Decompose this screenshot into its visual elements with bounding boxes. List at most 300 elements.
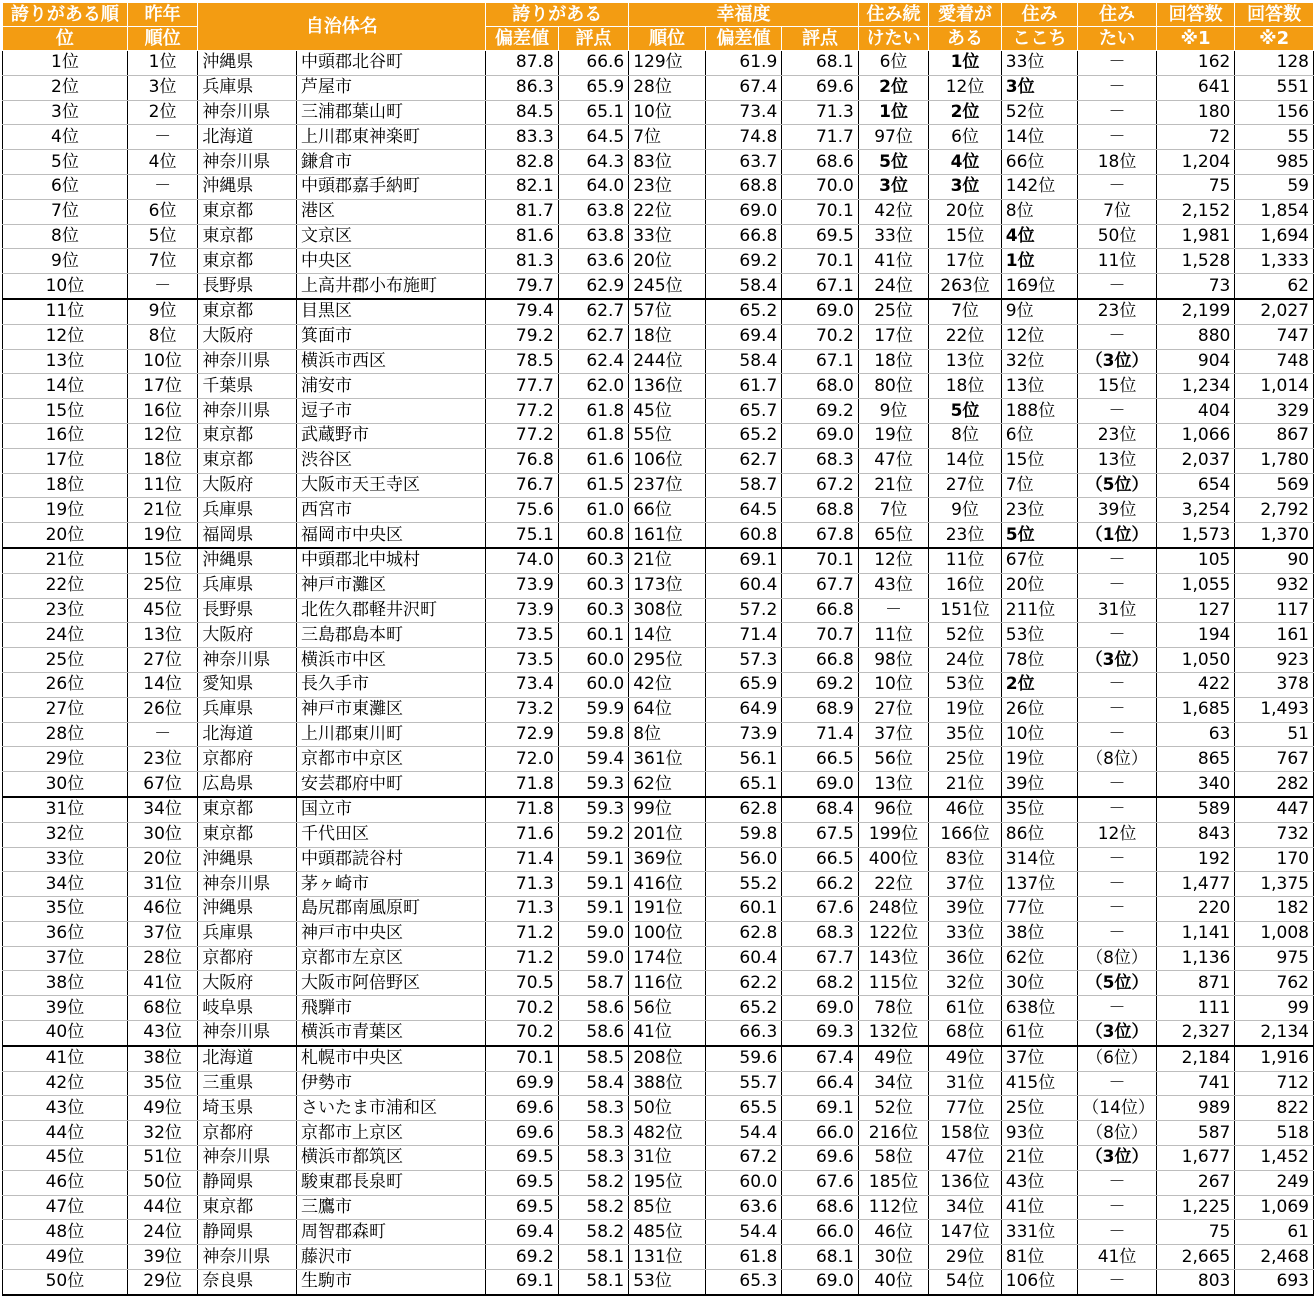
comfort-cell: 314位 <box>1001 847 1078 872</box>
table-header <box>3 3 1314 51</box>
comfort-cell: 35位 <box>1001 797 1078 822</box>
responses2-cell: 329 <box>1235 399 1314 424</box>
responses1-cell: 803 <box>1156 1270 1235 1295</box>
happiness-rank-cell: 14位 <box>629 623 706 648</box>
pride-deviation-cell: 69.6 <box>486 1096 558 1121</box>
municipality-cell: 目黒区 <box>296 299 485 324</box>
attachment-cell: 25位 <box>929 747 1001 772</box>
happiness-score-cell: 68.1 <box>782 1245 859 1270</box>
pride-deviation-cell: 77.7 <box>486 374 558 399</box>
last-year-rank-cell: 3位 <box>127 75 197 100</box>
municipality-cell: さいたま市浦和区 <box>296 1096 485 1121</box>
happiness-deviation-cell: 65.1 <box>705 772 782 797</box>
responses2-cell: 55 <box>1235 125 1314 150</box>
comfort-cell: 30位 <box>1001 971 1078 996</box>
pride-score-cell: 58.3 <box>558 1096 628 1121</box>
responses1-cell: 2,327 <box>1156 1021 1235 1046</box>
happiness-score-cell: 67.6 <box>782 1170 859 1195</box>
happiness-deviation-cell: 58.7 <box>705 473 782 498</box>
prefecture-cell: 奈良県 <box>198 1270 297 1295</box>
responses1-cell: 2,037 <box>1156 448 1235 473</box>
happiness-score-cell: 67.1 <box>782 274 859 299</box>
prefecture-cell: 北海道 <box>198 722 297 747</box>
happiness-rank-cell: 295位 <box>629 648 706 673</box>
responses1-cell: 127 <box>1156 598 1235 623</box>
responses1-cell: 75 <box>1156 174 1235 199</box>
happiness-rank-cell: 100位 <box>629 921 706 946</box>
happiness-rank-cell: 99位 <box>629 797 706 822</box>
happiness-rank-cell: 33位 <box>629 224 706 249</box>
last-year-rank-cell: 1位 <box>127 51 197 76</box>
happiness-score-cell: 69.0 <box>782 299 859 324</box>
responses1-cell: 3,254 <box>1156 498 1235 523</box>
continue-living-cell: 10位 <box>858 672 928 697</box>
attachment-cell: 12位 <box>929 75 1001 100</box>
happiness-rank-cell: 485位 <box>629 1220 706 1245</box>
rank-cell: 44位 <box>3 1121 128 1146</box>
pride-score-cell: 64.3 <box>558 150 628 175</box>
rank-cell: 1位 <box>3 51 128 76</box>
header-pride: 誇りがある <box>486 3 629 27</box>
attachment-cell: 46位 <box>929 797 1001 822</box>
responses1-cell: 1,225 <box>1156 1195 1235 1220</box>
attachment-cell: 19位 <box>929 697 1001 722</box>
happiness-deviation-cell: 65.3 <box>705 1270 782 1295</box>
happiness-score-cell: 69.0 <box>782 772 859 797</box>
last-year-rank-cell: 68位 <box>127 996 197 1021</box>
happiness-rank-cell: 57位 <box>629 299 706 324</box>
last-year-rank-cell: 5位 <box>127 224 197 249</box>
pride-deviation-cell: 72.9 <box>486 722 558 747</box>
header-last-year-line2: 順位 <box>127 27 197 51</box>
pride-score-cell: 61.8 <box>558 399 628 424</box>
happiness-rank-cell: 21位 <box>629 548 706 573</box>
rank-cell: 43位 <box>3 1096 128 1121</box>
responses1-cell: 1,685 <box>1156 697 1235 722</box>
pride-deviation-cell: 84.5 <box>486 100 558 125</box>
table-row <box>3 523 1314 548</box>
happiness-deviation-cell: 54.4 <box>705 1121 782 1146</box>
prefecture-cell: 沖縄県 <box>198 174 297 199</box>
continue-living-cell: 216位 <box>858 1121 928 1146</box>
municipality-cell: 神戸市中央区 <box>296 921 485 946</box>
prefecture-cell: 東京都 <box>198 423 297 448</box>
last-year-rank-cell: 13位 <box>127 623 197 648</box>
responses1-cell: 105 <box>1156 548 1235 573</box>
rank-cell: 16位 <box>3 423 128 448</box>
comfort-cell: 93位 <box>1001 1121 1078 1146</box>
rank-cell: 40位 <box>3 1021 128 1046</box>
continue-living-cell: 11位 <box>858 623 928 648</box>
prefecture-cell: 沖縄県 <box>198 51 297 76</box>
header-responses2-line1: 回答数 <box>1235 3 1314 27</box>
last-year-rank-cell: 15位 <box>127 548 197 573</box>
responses2-cell: 1,375 <box>1235 872 1314 897</box>
pride-deviation-cell: 71.8 <box>486 797 558 822</box>
pride-score-cell: 58.2 <box>558 1170 628 1195</box>
comfort-cell: 67位 <box>1001 548 1078 573</box>
attachment-cell: 54位 <box>929 1270 1001 1295</box>
responses2-cell: 923 <box>1235 648 1314 673</box>
happiness-deviation-cell: 60.0 <box>705 1170 782 1195</box>
prefecture-cell: 京都府 <box>198 1121 297 1146</box>
last-year-rank-cell: 4位 <box>127 150 197 175</box>
want-live-cell: （8位） <box>1078 946 1157 971</box>
prefecture-cell: 東京都 <box>198 797 297 822</box>
table-row <box>3 548 1314 573</box>
responses1-cell: 75 <box>1156 1220 1235 1245</box>
responses1-cell: 192 <box>1156 847 1235 872</box>
attachment-cell: 147位 <box>929 1220 1001 1245</box>
table-row <box>3 672 1314 697</box>
continue-living-cell: 2位 <box>858 75 928 100</box>
happiness-deviation-cell: 65.7 <box>705 399 782 424</box>
table-row <box>3 498 1314 523</box>
table-row <box>3 971 1314 996</box>
table-row <box>3 274 1314 299</box>
responses1-cell: 1,528 <box>1156 249 1235 274</box>
table-row <box>3 1121 1314 1146</box>
responses2-cell: 1,008 <box>1235 921 1314 946</box>
continue-living-cell: 41位 <box>858 249 928 274</box>
last-year-rank-cell: 23位 <box>127 747 197 772</box>
pride-deviation-cell: 69.5 <box>486 1146 558 1171</box>
pride-score-cell: 60.0 <box>558 648 628 673</box>
municipality-cell: 横浜市中区 <box>296 648 485 673</box>
pride-deviation-cell: 79.7 <box>486 274 558 299</box>
rank-cell: 8位 <box>3 224 128 249</box>
table-row <box>3 1195 1314 1220</box>
comfort-cell: 415位 <box>1001 1071 1078 1096</box>
happiness-score-cell: 69.1 <box>782 1096 859 1121</box>
happiness-rank-cell: 41位 <box>629 1021 706 1046</box>
attachment-cell: 29位 <box>929 1245 1001 1270</box>
municipality-cell: 大阪市天王寺区 <box>296 473 485 498</box>
rank-cell: 29位 <box>3 747 128 772</box>
last-year-rank-cell: 9位 <box>127 299 197 324</box>
responses1-cell: 2,152 <box>1156 199 1235 224</box>
happiness-rank-cell: 174位 <box>629 946 706 971</box>
comfort-cell: 38位 <box>1001 921 1078 946</box>
attachment-cell: 49位 <box>929 1046 1001 1071</box>
happiness-score-cell: 69.5 <box>782 224 859 249</box>
attachment-cell: 24位 <box>929 648 1001 673</box>
responses1-cell: 641 <box>1156 75 1235 100</box>
pride-score-cell: 58.6 <box>558 996 628 1021</box>
pride-score-cell: 60.3 <box>558 548 628 573</box>
attachment-cell: 151位 <box>929 598 1001 623</box>
happiness-score-cell: 69.0 <box>782 423 859 448</box>
header-attachment-line1: 愛着が <box>929 3 1001 27</box>
last-year-rank-cell: 32位 <box>127 1121 197 1146</box>
table-row <box>3 897 1314 922</box>
happiness-deviation-cell: 62.2 <box>705 971 782 996</box>
rank-cell: 35位 <box>3 897 128 922</box>
happiness-rank-cell: 208位 <box>629 1046 706 1071</box>
attachment-cell: 23位 <box>929 523 1001 548</box>
attachment-cell: 9位 <box>929 498 1001 523</box>
last-year-rank-cell: 46位 <box>127 897 197 922</box>
comfort-cell: 77位 <box>1001 897 1078 922</box>
pride-deviation-cell: 75.1 <box>486 523 558 548</box>
pride-score-cell: 62.0 <box>558 374 628 399</box>
want-live-cell: － <box>1078 722 1157 747</box>
pride-score-cell: 59.1 <box>558 872 628 897</box>
table-row <box>3 598 1314 623</box>
happiness-score-cell: 66.8 <box>782 598 859 623</box>
happiness-score-cell: 68.0 <box>782 374 859 399</box>
responses2-cell: 51 <box>1235 722 1314 747</box>
attachment-cell: 6位 <box>929 125 1001 150</box>
want-live-cell: 31位 <box>1078 598 1157 623</box>
responses1-cell: 2,199 <box>1156 299 1235 324</box>
pride-score-cell: 58.4 <box>558 1071 628 1096</box>
municipality-cell: 上川郡東川町 <box>296 722 485 747</box>
responses1-cell: 2,184 <box>1156 1046 1235 1071</box>
happiness-score-cell: 67.2 <box>782 473 859 498</box>
comfort-cell: 33位 <box>1001 51 1078 76</box>
table-row <box>3 573 1314 598</box>
attachment-cell: 20位 <box>929 199 1001 224</box>
happiness-deviation-cell: 66.3 <box>705 1021 782 1046</box>
want-live-cell: － <box>1078 324 1157 349</box>
comfort-cell: 23位 <box>1001 498 1078 523</box>
happiness-rank-cell: 8位 <box>629 722 706 747</box>
pride-deviation-cell: 73.9 <box>486 598 558 623</box>
prefecture-cell: 北海道 <box>198 125 297 150</box>
happiness-score-cell: 69.2 <box>782 672 859 697</box>
want-live-cell: 23位 <box>1078 423 1157 448</box>
happiness-rank-cell: 482位 <box>629 1121 706 1146</box>
happiness-deviation-cell: 60.4 <box>705 573 782 598</box>
prefecture-cell: 静岡県 <box>198 1220 297 1245</box>
prefecture-cell: 兵庫県 <box>198 697 297 722</box>
responses2-cell: 1,854 <box>1235 199 1314 224</box>
pride-score-cell: 64.5 <box>558 125 628 150</box>
responses2-cell: 128 <box>1235 51 1314 76</box>
prefecture-cell: 兵庫県 <box>198 573 297 598</box>
pride-deviation-cell: 73.2 <box>486 697 558 722</box>
want-live-cell: － <box>1078 1270 1157 1295</box>
pride-score-cell: 63.8 <box>558 224 628 249</box>
table-row <box>3 423 1314 448</box>
attachment-cell: 27位 <box>929 473 1001 498</box>
happiness-score-cell: 70.1 <box>782 199 859 224</box>
continue-living-cell: 96位 <box>858 797 928 822</box>
comfort-cell: 8位 <box>1001 199 1078 224</box>
pride-deviation-cell: 69.4 <box>486 1220 558 1245</box>
comfort-cell: 137位 <box>1001 872 1078 897</box>
municipality-cell: 安芸郡府中町 <box>296 772 485 797</box>
rank-cell: 32位 <box>3 822 128 847</box>
pride-deviation-cell: 73.9 <box>486 573 558 598</box>
table-row <box>3 772 1314 797</box>
pride-score-cell: 61.5 <box>558 473 628 498</box>
happiness-score-cell: 71.4 <box>782 722 859 747</box>
happiness-deviation-cell: 54.4 <box>705 1220 782 1245</box>
pride-deviation-cell: 71.2 <box>486 921 558 946</box>
want-live-cell: 15位 <box>1078 374 1157 399</box>
happiness-rank-cell: 244位 <box>629 349 706 374</box>
last-year-rank-cell: 51位 <box>127 1146 197 1171</box>
table-row <box>3 174 1314 199</box>
responses2-cell: 182 <box>1235 897 1314 922</box>
want-live-cell: － <box>1078 872 1157 897</box>
comfort-cell: 5位 <box>1001 523 1078 548</box>
want-live-cell: － <box>1078 847 1157 872</box>
header-comfort-line2: ここち <box>1001 27 1078 51</box>
continue-living-cell: 46位 <box>858 1220 928 1245</box>
last-year-rank-cell: 29位 <box>127 1270 197 1295</box>
header-pride-deviation: 偏差値 <box>486 27 558 51</box>
happiness-score-cell: 66.0 <box>782 1121 859 1146</box>
attachment-cell: 158位 <box>929 1121 1001 1146</box>
last-year-rank-cell: 10位 <box>127 349 197 374</box>
municipality-cell: 横浜市都筑区 <box>296 1146 485 1171</box>
attachment-cell: 33位 <box>929 921 1001 946</box>
pride-score-cell: 63.6 <box>558 249 628 274</box>
pride-score-cell: 64.0 <box>558 174 628 199</box>
rank-cell: 4位 <box>3 125 128 150</box>
pride-deviation-cell: 76.8 <box>486 448 558 473</box>
municipality-cell: 横浜市西区 <box>296 349 485 374</box>
municipality-cell: 横浜市青葉区 <box>296 1021 485 1046</box>
want-live-cell: （5位） <box>1078 473 1157 498</box>
prefecture-cell: 千葉県 <box>198 374 297 399</box>
municipality-cell: 長久手市 <box>296 672 485 697</box>
comfort-cell: 13位 <box>1001 374 1078 399</box>
municipality-cell: 島尻郡南風原町 <box>296 897 485 922</box>
table-row <box>3 299 1314 324</box>
happiness-rank-cell: 388位 <box>629 1071 706 1096</box>
happiness-deviation-cell: 59.8 <box>705 822 782 847</box>
responses1-cell: 1,136 <box>1156 946 1235 971</box>
attachment-cell: 36位 <box>929 946 1001 971</box>
header-rank-line1: 誇りがある順 <box>3 3 128 27</box>
happiness-rank-cell: 361位 <box>629 747 706 772</box>
pride-score-cell: 58.6 <box>558 1021 628 1046</box>
happiness-score-cell: 70.2 <box>782 324 859 349</box>
pride-deviation-cell: 69.9 <box>486 1071 558 1096</box>
want-live-cell: （3位） <box>1078 1021 1157 1046</box>
responses2-cell: 2,027 <box>1235 299 1314 324</box>
prefecture-cell: 沖縄県 <box>198 897 297 922</box>
rank-cell: 5位 <box>3 150 128 175</box>
prefecture-cell: 神奈川県 <box>198 1021 297 1046</box>
attachment-cell: 7位 <box>929 299 1001 324</box>
pride-deviation-cell: 69.2 <box>486 1245 558 1270</box>
attachment-cell: 47位 <box>929 1146 1001 1171</box>
pride-deviation-cell: 69.5 <box>486 1195 558 1220</box>
want-live-cell: （8位） <box>1078 1121 1157 1146</box>
table-row <box>3 199 1314 224</box>
prefecture-cell: 埼玉県 <box>198 1096 297 1121</box>
continue-living-cell: 1位 <box>858 100 928 125</box>
pride-deviation-cell: 79.2 <box>486 324 558 349</box>
pride-score-cell: 59.0 <box>558 946 628 971</box>
happiness-score-cell: 67.6 <box>782 897 859 922</box>
responses2-cell: 1,069 <box>1235 1195 1314 1220</box>
continue-living-cell: 37位 <box>858 722 928 747</box>
happiness-rank-cell: 7位 <box>629 125 706 150</box>
header-attachment-line2: ある <box>929 27 1001 51</box>
rank-cell: 30位 <box>3 772 128 797</box>
continue-living-cell: 132位 <box>858 1021 928 1046</box>
pride-score-cell: 60.1 <box>558 623 628 648</box>
rank-cell: 18位 <box>3 473 128 498</box>
prefecture-cell: 三重県 <box>198 1071 297 1096</box>
continue-living-cell: 400位 <box>858 847 928 872</box>
happiness-score-cell: 68.6 <box>782 150 859 175</box>
comfort-cell: 26位 <box>1001 697 1078 722</box>
responses2-cell: 249 <box>1235 1170 1314 1195</box>
comfort-cell: 1位 <box>1001 249 1078 274</box>
rank-cell: 12位 <box>3 324 128 349</box>
last-year-rank-cell: 25位 <box>127 573 197 598</box>
rank-cell: 20位 <box>3 523 128 548</box>
prefecture-cell: 神奈川県 <box>198 1245 297 1270</box>
responses1-cell: 194 <box>1156 623 1235 648</box>
happiness-deviation-cell: 61.9 <box>705 51 782 76</box>
responses2-cell: 867 <box>1235 423 1314 448</box>
happiness-deviation-cell: 62.7 <box>705 448 782 473</box>
rank-cell: 17位 <box>3 448 128 473</box>
pride-score-cell: 65.9 <box>558 75 628 100</box>
municipality-cell: 伊勢市 <box>296 1071 485 1096</box>
continue-living-cell: 22位 <box>858 872 928 897</box>
happiness-rank-cell: 83位 <box>629 150 706 175</box>
pride-score-cell: 62.7 <box>558 299 628 324</box>
last-year-rank-cell: 49位 <box>127 1096 197 1121</box>
happiness-score-cell: 69.0 <box>782 1270 859 1295</box>
continue-living-cell: 13位 <box>858 772 928 797</box>
happiness-rank-cell: 20位 <box>629 249 706 274</box>
responses1-cell: 1,050 <box>1156 648 1235 673</box>
table-row <box>3 921 1314 946</box>
table-row <box>3 1146 1314 1171</box>
pride-deviation-cell: 76.7 <box>486 473 558 498</box>
happiness-rank-cell: 237位 <box>629 473 706 498</box>
prefecture-cell: 沖縄県 <box>198 847 297 872</box>
responses2-cell: 975 <box>1235 946 1314 971</box>
happiness-deviation-cell: 67.2 <box>705 1146 782 1171</box>
table-row <box>3 51 1314 76</box>
rank-cell: 27位 <box>3 697 128 722</box>
happiness-score-cell: 66.8 <box>782 648 859 673</box>
prefecture-cell: 大阪府 <box>198 324 297 349</box>
header-municipality: 自治体名 <box>198 3 486 51</box>
rank-cell: 25位 <box>3 648 128 673</box>
rank-cell: 13位 <box>3 349 128 374</box>
table-row <box>3 224 1314 249</box>
responses1-cell: 904 <box>1156 349 1235 374</box>
pride-deviation-cell: 73.5 <box>486 648 558 673</box>
comfort-cell: 25位 <box>1001 1096 1078 1121</box>
happiness-score-cell: 68.2 <box>782 971 859 996</box>
municipality-cell: 京都市中京区 <box>296 747 485 772</box>
table-row <box>3 872 1314 897</box>
happiness-score-cell: 69.2 <box>782 399 859 424</box>
pride-deviation-cell: 71.3 <box>486 897 558 922</box>
pride-score-cell: 59.3 <box>558 772 628 797</box>
responses1-cell: 880 <box>1156 324 1235 349</box>
attachment-cell: 68位 <box>929 1021 1001 1046</box>
attachment-cell: 16位 <box>929 573 1001 598</box>
attachment-cell: 18位 <box>929 374 1001 399</box>
rank-cell: 28位 <box>3 722 128 747</box>
comfort-cell: 66位 <box>1001 150 1078 175</box>
attachment-cell: 35位 <box>929 722 1001 747</box>
